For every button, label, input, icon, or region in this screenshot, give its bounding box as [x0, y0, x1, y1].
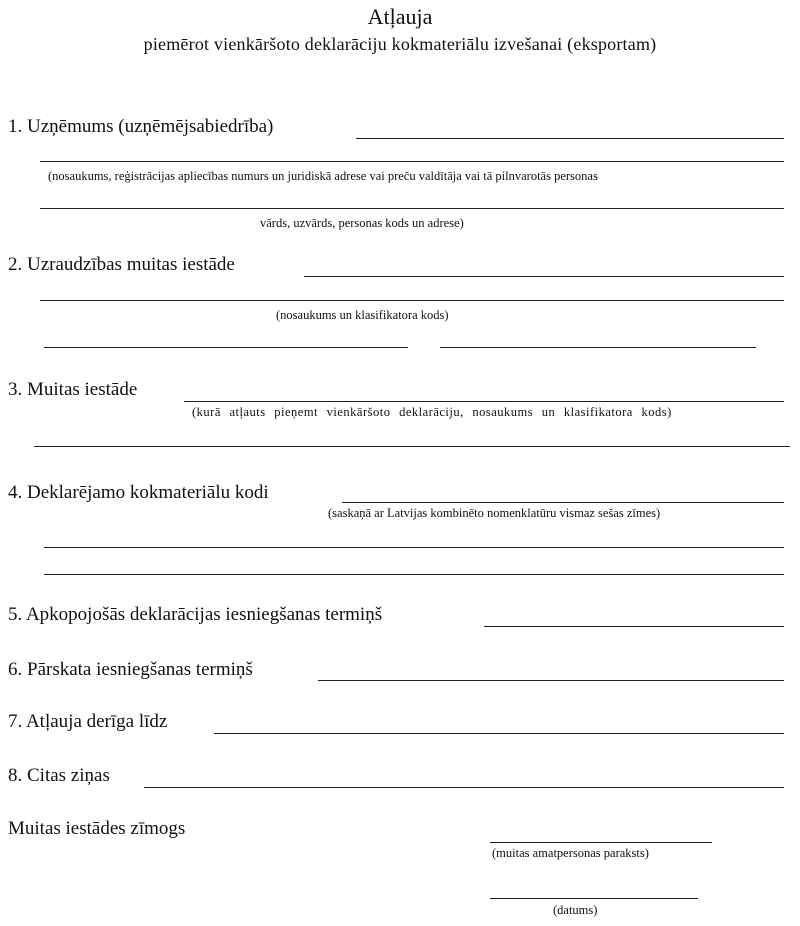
company-input-line[interactable]	[356, 138, 784, 139]
summary-deadline-label: 5. Apkopojošās deklarācijas iesniegšanas termiņš	[8, 604, 383, 625]
date-line[interactable]	[490, 898, 698, 899]
company-hint-2: vārds, uzvārds, personas kods un adrese)	[260, 216, 464, 230]
date-hint: (datums)	[553, 903, 598, 917]
timber-codes-input-line-2[interactable]	[44, 547, 784, 548]
supervisory-office-input-line[interactable]	[304, 276, 784, 277]
company-input-line-2[interactable]	[40, 161, 784, 162]
other-info-label: 8. Citas ziņas	[8, 765, 110, 786]
signature-hint: (muitas amatpersonas paraksts)	[492, 846, 649, 860]
supervisory-office-input-line-2[interactable]	[40, 300, 784, 301]
company-input-line-3[interactable]	[40, 208, 784, 209]
other-info-input-line[interactable]	[144, 787, 784, 788]
supervisory-office-hint: (nosaukums un klasifikatora kods)	[276, 308, 449, 322]
customs-stamp-label: Muitas iestādes zīmogs	[8, 818, 186, 839]
valid-until-input-line[interactable]	[214, 733, 784, 734]
document-title: Atļauja	[367, 4, 433, 29]
company-hint-1: (nosaukums, reģistrācijas apliecības numurs un juridiskā adrese vai preču valdītāja vai tā pilnvarotās personas	[48, 169, 598, 183]
timber-codes-label: 4. Deklarējamo kokmateriālu kodi	[8, 482, 269, 503]
report-deadline-label: 6. Pārskata iesniegšanas termiņš	[8, 659, 253, 680]
customs-office-input-line[interactable]	[184, 401, 784, 402]
supervisory-office-input-line-3b[interactable]	[440, 347, 756, 348]
customs-office-input-line-2[interactable]	[34, 446, 790, 447]
summary-deadline-input-line[interactable]	[484, 626, 784, 627]
timber-codes-input-line-3[interactable]	[44, 574, 784, 575]
valid-until-label: 7. Atļauja derīga līdz	[8, 711, 168, 732]
customs-office-label: 3. Muitas iestāde	[8, 379, 138, 400]
signature-line[interactable]	[490, 842, 712, 843]
timber-codes-hint: (saskaņā ar Latvijas kombinēto nomenklatūru vismaz sešas zīmes)	[328, 506, 661, 520]
report-deadline-input-line[interactable]	[318, 680, 784, 681]
timber-codes-input-line[interactable]	[342, 502, 784, 503]
supervisory-office-input-line-3a[interactable]	[44, 347, 408, 348]
document-subtitle: piemērot vienkāršoto deklarāciju kokmateriālu izvešanai (eksportam)	[143, 34, 657, 54]
customs-office-hint: (kurā atļauts pieņemt vienkāršoto deklarāciju, nosaukums un klasifikatora kods)	[192, 405, 672, 419]
supervisory-office-label: 2. Uzraudzības muitas iestāde	[8, 254, 235, 275]
company-label: 1. Uzņēmums (uzņēmējsabiedrība)	[8, 116, 274, 137]
